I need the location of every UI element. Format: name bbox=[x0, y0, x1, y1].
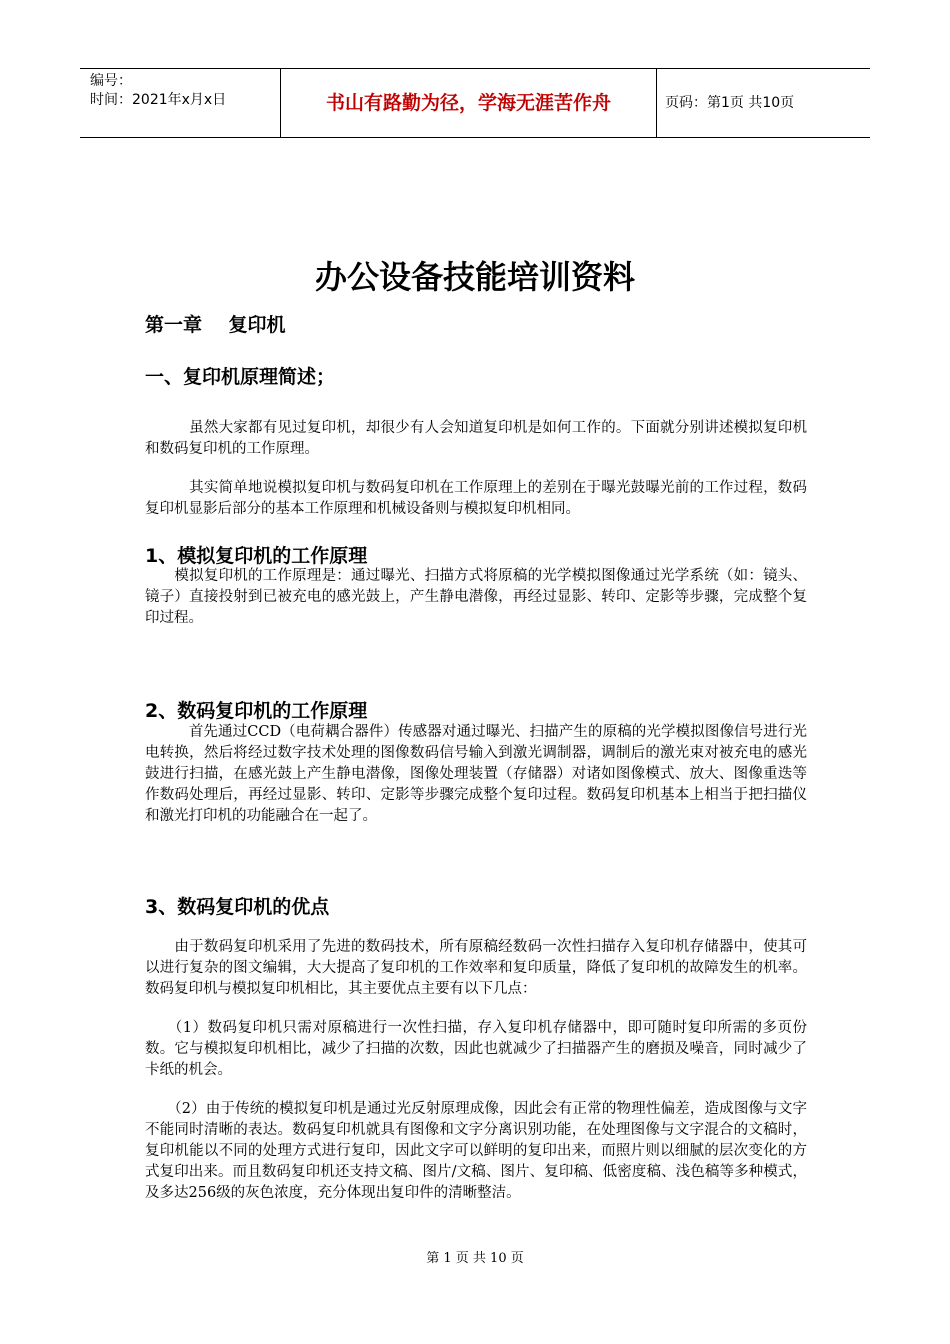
document-title: 办公设备技能培训资料 bbox=[314, 258, 635, 296]
header-page-info: 页码：第1页 共10页 bbox=[665, 95, 795, 111]
chapter-heading: 第一章 复印机 bbox=[145, 314, 286, 336]
paragraph-digital: 首先通过CCD（电荷耦合器件）传感器对通过曝光、扫描产生的原稿的光学模拟图像信号进行光电转换，然后将经过数字技术处理的图像数码信号输入到激光调制器，调制后的激光束对被充电的感光鼓进行扫描，在感光鼓上产生静电潜像，图像处理装置（存储器）对诸如图像模式、放大、图像重迭等作数码处理后，再经过显影、转印、定影等步骤完成整个复印过程。数码复印机基本上相当于把扫描仪和激光打印机的功能融合在一起了。 bbox=[145, 724, 807, 824]
paragraph-advantage-1: （1）数码复印机只需对原稿进行一次性扫描，存入复印机存储器中，即可随时复印所需的多页份数。它与模拟复印机相比，减少了扫描的次数，因此也就减少了扫描器产生的磨损及噪音，同时减少了卡纸的机会。 bbox=[145, 1020, 807, 1078]
page-header bbox=[80, 68, 870, 138]
paragraph-intro-1: 虽然大家都有见过复印机，却很少有人会知道复印机是如何工作的。下面就分别讲述模拟复印机和数码复印机的工作原理。 bbox=[145, 420, 807, 457]
header-meta bbox=[80, 69, 280, 137]
section-heading-analog: 1、模拟复印机的工作原理 bbox=[145, 545, 368, 567]
paragraph-intro-2: 其实简单地说模拟复印机与数码复印机在工作原理上的差别在于曝光鼓曝光前的工作过程，数码复印机显影后部分的基本工作原理和机械设备则与模拟复印机相同。 bbox=[145, 480, 807, 517]
document-date: 时间：2021年x月x日 bbox=[90, 92, 227, 108]
page-footer: 第 1 页 共 10 页 bbox=[426, 1251, 524, 1266]
paragraph-analog: 模拟复印机的工作原理是：通过曝光、扫描方式将原稿的光学模拟图像通过光学系统（如：镜头、镜子）直接投射到已被充电的感光鼓上，产生静电潜像，再经过显影、转印、定影等步骤，完成整个复印过程。 bbox=[145, 568, 807, 626]
section-heading-digital: 2、数码复印机的工作原理 bbox=[145, 700, 368, 722]
header-motto: 书山有路勤为径，学海无涯苦作舟 bbox=[280, 69, 657, 137]
section-heading-advantages: 3、数码复印机的优点 bbox=[145, 896, 330, 918]
document-number-label: 编号： bbox=[90, 73, 132, 89]
section-heading-principles: 一、复印机原理简述； bbox=[145, 366, 336, 388]
paragraph-advantage-2: （2）由于传统的模拟复印机是通过光反射原理成像，因此会有正常的物理性偏差，造成图像与文字不能同时清晰的表达。数码复印机就具有图像和文字分离识别功能，在处理图像与文字混合的文稿时，复印机能以不同的处理方式进行复印，因此文字可以鲜明的复印出来，而照片则以细腻的层次变化的方式复印出来。而且数码复印机还支持文稿、图片/文稿、图片、复印稿、低密度稿、浅色稿等多种模式，及多达256级的灰色浓度，充分体现出复印件的清晰整洁。 bbox=[145, 1101, 807, 1201]
paragraph-advantages-intro: 由于数码复印机采用了先进的数码技术，所有原稿经数码一次性扫描存入复印机存储器中，使其可以进行复杂的图文编辑，大大提高了复印机的工作效率和复印质量，降低了复印机的故障发生的机率。数码复印机与模拟复印机相比，其主要优点主要有以下几点： bbox=[145, 939, 807, 997]
